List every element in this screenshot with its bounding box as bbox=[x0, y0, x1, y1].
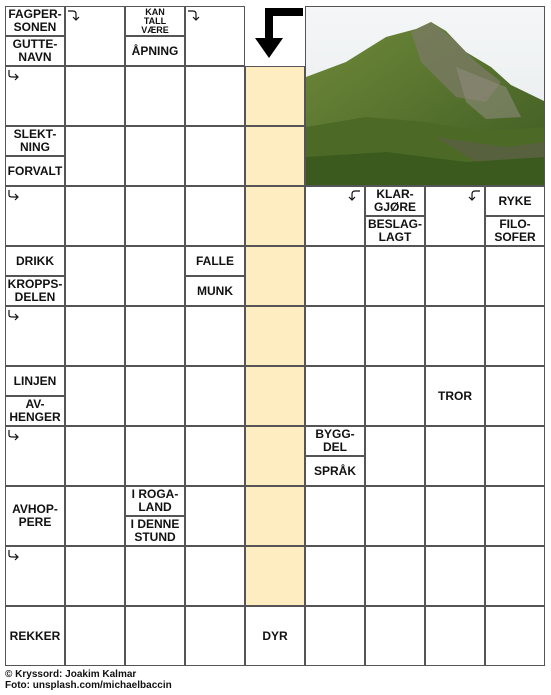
answer-cell[interactable] bbox=[65, 366, 125, 426]
clue-cell: LINJEN bbox=[5, 366, 65, 396]
mountain-photo bbox=[305, 6, 545, 186]
answer-cell[interactable] bbox=[305, 246, 365, 306]
answer-cell[interactable] bbox=[125, 546, 185, 606]
clue-cell: FORVALT bbox=[5, 156, 65, 186]
answer-cell[interactable] bbox=[185, 426, 245, 486]
clue-cell: REKKER bbox=[5, 606, 65, 666]
clue-cell: SPRÅK bbox=[305, 456, 365, 486]
solution-cell[interactable] bbox=[245, 366, 305, 426]
clue-cell: GUTTE- NAVN bbox=[5, 36, 65, 66]
answer-cell[interactable] bbox=[185, 66, 245, 126]
corner-arrow-icon bbox=[7, 429, 21, 441]
answer-cell[interactable] bbox=[365, 306, 425, 366]
clue-cell: FILO- SOFER bbox=[485, 216, 545, 246]
answer-cell[interactable] bbox=[365, 366, 425, 426]
corner-arrow-icon bbox=[67, 10, 81, 22]
answer-cell[interactable] bbox=[485, 546, 545, 606]
solution-cell[interactable] bbox=[245, 66, 305, 126]
answer-cell[interactable] bbox=[125, 306, 185, 366]
solution-cell[interactable] bbox=[245, 426, 305, 486]
answer-cell[interactable] bbox=[305, 486, 365, 546]
answer-cell[interactable] bbox=[485, 246, 545, 306]
corner-arrow-icon bbox=[347, 190, 361, 202]
answer-cell[interactable] bbox=[425, 486, 485, 546]
answer-cell[interactable] bbox=[365, 486, 425, 546]
answer-cell[interactable] bbox=[185, 546, 245, 606]
clue-cell: MUNK bbox=[185, 276, 245, 306]
answer-cell[interactable] bbox=[125, 66, 185, 126]
answer-cell[interactable] bbox=[425, 246, 485, 306]
answer-cell[interactable] bbox=[305, 606, 365, 666]
answer-cell[interactable] bbox=[185, 366, 245, 426]
answer-cell[interactable] bbox=[65, 486, 125, 546]
answer-cell[interactable] bbox=[185, 126, 245, 186]
answer-cell[interactable] bbox=[185, 486, 245, 546]
clue-cell: I DENNE STUND bbox=[125, 516, 185, 546]
credits-footer bbox=[5, 669, 172, 691]
clue-cell: BESLAG- LAGT bbox=[365, 216, 425, 246]
corner-arrow-icon bbox=[7, 309, 21, 321]
corner-arrow-icon bbox=[7, 549, 21, 561]
answer-cell[interactable] bbox=[305, 306, 365, 366]
answer-cell[interactable] bbox=[425, 426, 485, 486]
answer-cell[interactable] bbox=[305, 366, 365, 426]
corner-arrow-icon bbox=[7, 189, 21, 201]
answer-cell[interactable] bbox=[485, 306, 545, 366]
answer-cell[interactable] bbox=[485, 366, 545, 426]
clue-cell: ÅPNING bbox=[125, 36, 185, 66]
clue-cell: KAN TALL VÆRE bbox=[125, 6, 185, 36]
solution-cell[interactable] bbox=[245, 486, 305, 546]
solution-cell[interactable] bbox=[245, 246, 305, 306]
answer-cell[interactable] bbox=[365, 546, 425, 606]
answer-cell[interactable] bbox=[125, 606, 185, 666]
solution-cell[interactable] bbox=[245, 186, 305, 246]
answer-cell[interactable] bbox=[305, 546, 365, 606]
clue-cell: I ROGA- LAND bbox=[125, 486, 185, 516]
answer-cell[interactable] bbox=[65, 426, 125, 486]
clue-cell: TROR bbox=[425, 366, 485, 426]
answer-cell[interactable] bbox=[485, 486, 545, 546]
corner-arrow-icon bbox=[7, 69, 21, 81]
answer-cell[interactable] bbox=[125, 426, 185, 486]
corner-arrow-icon bbox=[467, 190, 481, 202]
answer-cell[interactable] bbox=[185, 606, 245, 666]
answer-cell[interactable] bbox=[125, 126, 185, 186]
answer-cell[interactable] bbox=[485, 606, 545, 666]
answer-cell[interactable] bbox=[425, 606, 485, 666]
answer-cell[interactable] bbox=[65, 306, 125, 366]
photo-credit: Foto: unsplash.com/michaelbaccin bbox=[5, 680, 172, 691]
answer-cell[interactable] bbox=[125, 246, 185, 306]
crossword-credit: © Kryssord: Joakim Kalmar bbox=[5, 669, 137, 680]
answer-cell[interactable] bbox=[65, 126, 125, 186]
clue-cell: FAGPER- SONEN bbox=[5, 6, 65, 36]
clue-cell: KLAR- GJØRE bbox=[365, 186, 425, 216]
answer-cell[interactable] bbox=[125, 186, 185, 246]
clue-cell: AV- HENGER bbox=[5, 396, 65, 426]
answer-cell[interactable] bbox=[65, 546, 125, 606]
corner-arrow-icon bbox=[187, 10, 201, 22]
clue-cell: FALLE bbox=[185, 246, 245, 276]
answer-cell[interactable] bbox=[365, 426, 425, 486]
answer-cell[interactable] bbox=[65, 606, 125, 666]
answer-cell[interactable] bbox=[425, 306, 485, 366]
clue-cell: DRIKK bbox=[5, 246, 65, 276]
clue-cell: RYKE bbox=[485, 186, 545, 216]
answer-cell[interactable] bbox=[125, 366, 185, 426]
answer-cell[interactable] bbox=[185, 306, 245, 366]
answer-cell[interactable] bbox=[485, 426, 545, 486]
answer-cell[interactable] bbox=[65, 186, 125, 246]
clue-cell: AVHOP- PERE bbox=[5, 486, 65, 546]
answer-cell[interactable] bbox=[365, 606, 425, 666]
answer-cell[interactable] bbox=[365, 246, 425, 306]
clue-cell: BYGG- DEL bbox=[305, 426, 365, 456]
answer-cell[interactable] bbox=[65, 66, 125, 126]
solution-cell[interactable] bbox=[245, 126, 305, 186]
clue-cell: KROPPS- DELEN bbox=[5, 276, 65, 306]
answer-cell[interactable] bbox=[65, 246, 125, 306]
solution-cell[interactable] bbox=[245, 546, 305, 606]
big-bent-arrow-icon bbox=[245, 6, 305, 66]
clue-cell: SLEKT- NING bbox=[5, 126, 65, 156]
answer-cell[interactable] bbox=[185, 186, 245, 246]
clue-cell: DYR bbox=[245, 606, 305, 666]
solution-cell[interactable] bbox=[245, 306, 305, 366]
answer-cell[interactable] bbox=[425, 546, 485, 606]
